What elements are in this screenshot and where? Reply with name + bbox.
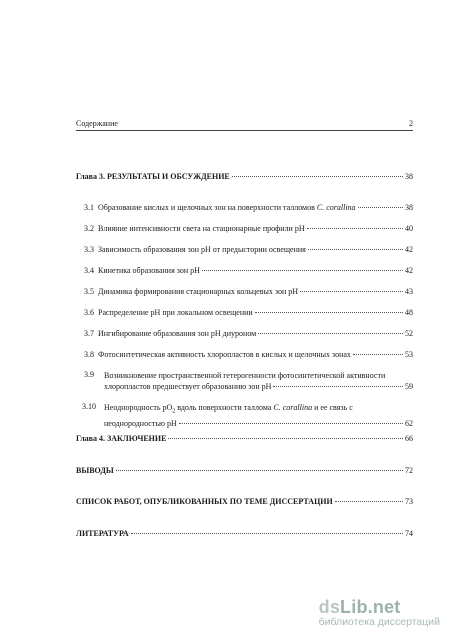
toc-italic: C. corallina bbox=[316, 203, 356, 212]
toc-chapter3 bbox=[76, 172, 413, 181]
leader-dots bbox=[273, 386, 403, 387]
leader-dots bbox=[255, 312, 403, 313]
toc-text: Распределение pH при локальном освещении bbox=[98, 308, 253, 317]
toc-item-3-1 bbox=[84, 203, 413, 212]
toc-num: 3.3 bbox=[84, 245, 94, 254]
leader-dots bbox=[307, 228, 403, 229]
leader-dots bbox=[258, 333, 403, 334]
toc-page: 40 bbox=[405, 224, 413, 233]
toc-text: Фотосинтетическая активность хлоропластов в кислых и щелочных зонах bbox=[98, 350, 351, 359]
toc-publications bbox=[76, 497, 413, 506]
toc-title: ЛИТЕРАТУРА bbox=[76, 529, 129, 538]
toc-num: 3.4 bbox=[84, 266, 94, 275]
toc-item-3-2 bbox=[84, 224, 413, 233]
toc-page: 42 bbox=[405, 245, 413, 254]
toc-page: 73 bbox=[405, 497, 413, 506]
leader-dots bbox=[300, 291, 403, 292]
toc-text: Кинетика образования зон pH bbox=[98, 266, 200, 275]
toc-text: Динамика формирования стационарных кольцевых зон pH bbox=[98, 287, 299, 296]
toc-item-3-9 bbox=[104, 370, 413, 392]
watermark bbox=[319, 597, 440, 628]
leader-dots bbox=[353, 354, 403, 355]
toc-num: 3.1 bbox=[84, 203, 94, 212]
toc-item-3-5 bbox=[84, 287, 413, 296]
toc-page: 66 bbox=[405, 434, 413, 443]
toc-num: 3.7 bbox=[84, 329, 94, 338]
toc-num: 3.2 bbox=[84, 224, 94, 233]
toc-page: 43 bbox=[405, 287, 413, 296]
toc-item-3-6 bbox=[84, 308, 413, 317]
watermark-subtitle: библиотека диссертаций bbox=[318, 616, 440, 628]
toc-chapter4 bbox=[76, 434, 413, 443]
leader-dots bbox=[335, 501, 403, 502]
toc-page: 72 bbox=[405, 466, 413, 475]
leader-dots bbox=[232, 176, 403, 177]
toc-text-line2: неоднородностью pH bbox=[104, 418, 177, 428]
toc-page: 74 bbox=[405, 529, 413, 538]
leader-dots bbox=[116, 470, 403, 471]
toc-title: СПИСОК РАБОТ, ОПУБЛИКОВАННЫХ ПО ТЕМЕ ДИССЕРТАЦИИ bbox=[76, 497, 333, 506]
toc-page: 38 bbox=[405, 203, 413, 212]
toc-text-line1: Возникновение пространственной гетерогенности фотосинтетической активности bbox=[104, 371, 386, 380]
page-number: 2 bbox=[409, 119, 413, 128]
watermark-logo: dsLib.net bbox=[318, 597, 401, 617]
page-header-left: Содержание bbox=[76, 119, 118, 128]
toc-conclusions bbox=[76, 466, 413, 475]
toc-italic: C. corallina bbox=[273, 403, 313, 412]
leader-dots bbox=[202, 270, 403, 271]
toc-item-3-10 bbox=[104, 402, 413, 429]
toc-num: 3.6 bbox=[84, 308, 94, 317]
leader-dots bbox=[179, 423, 403, 424]
toc-text: Влияние интенсивности света на стационарные профили pH bbox=[98, 224, 305, 233]
toc-page: 62 bbox=[405, 418, 413, 428]
toc-page: 48 bbox=[405, 308, 413, 317]
toc-page: 52 bbox=[405, 329, 413, 338]
toc-title: Глава 4. ЗАКЛЮЧЕНИЕ bbox=[76, 434, 167, 443]
toc-title: ВЫВОДЫ bbox=[76, 466, 114, 475]
toc-item-3-3 bbox=[84, 245, 413, 254]
leader-dots bbox=[131, 533, 403, 534]
toc-text: Образование кислых и щелочных зон на поверхности талломов bbox=[98, 203, 317, 212]
leader-dots bbox=[358, 207, 403, 208]
toc-text-part: вдоль поверхности таллома bbox=[175, 403, 274, 412]
toc-text: Ингибирование образования зон pH диуроном bbox=[98, 329, 257, 338]
toc-page: 42 bbox=[405, 266, 413, 275]
leader-dots bbox=[168, 438, 403, 439]
toc-title: Глава 3. РЕЗУЛЬТАТЫ И ОБСУЖДЕНИЕ bbox=[76, 172, 230, 181]
toc-text-line2: хлоропластов предшествует образованию зон pH bbox=[104, 382, 272, 391]
toc-subscript: 2 bbox=[172, 408, 176, 415]
toc-text: Зависимость образования зон pH от предыстории освещения bbox=[98, 245, 306, 254]
toc-num: 3.10 bbox=[82, 402, 96, 411]
toc-page: 53 bbox=[405, 350, 413, 359]
toc-item-3-7 bbox=[84, 329, 413, 338]
toc-text-part: и ее связь с bbox=[312, 403, 353, 412]
toc-page: 38 bbox=[405, 172, 413, 181]
toc-literature bbox=[76, 529, 413, 538]
toc-num: 3.8 bbox=[84, 350, 94, 359]
toc-item-3-8 bbox=[84, 350, 413, 359]
toc-item-3-4 bbox=[84, 266, 413, 275]
toc-page: 59 bbox=[405, 382, 413, 391]
leader-dots bbox=[308, 249, 403, 250]
header-rule bbox=[76, 130, 413, 131]
toc-num: 3.9 bbox=[84, 370, 94, 379]
toc-num: 3.5 bbox=[84, 287, 94, 296]
toc-text-part: Неоднородность pO bbox=[104, 403, 173, 412]
